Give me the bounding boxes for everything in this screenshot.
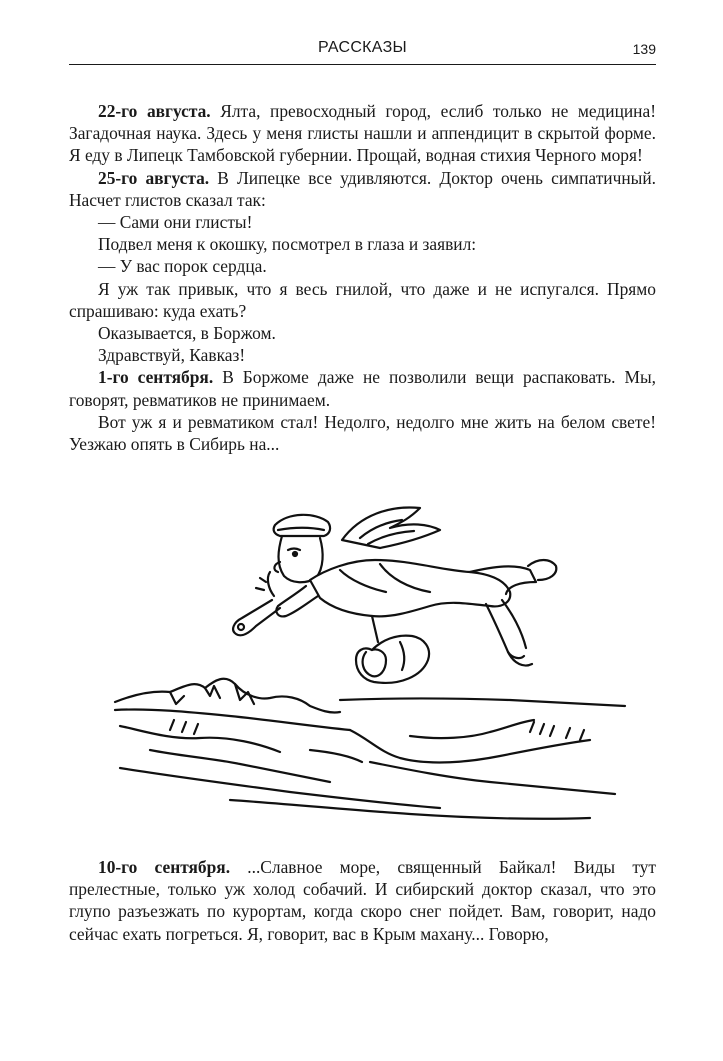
entry-date: 25-го августа. — [98, 167, 210, 188]
paragraph: Я уж так привык, что я весь гнилой, что даже и не испугался. Прямо спрашиваю: куда ехать? — [69, 278, 656, 321]
page-number: 139 — [632, 41, 656, 57]
paragraph — [69, 167, 656, 211]
paragraph — [69, 100, 656, 167]
dialogue-line: — У вас порок сердца. — [98, 256, 267, 277]
body-text-bottom — [69, 856, 656, 945]
dialogue-line: — Сами они глисты! — [98, 212, 253, 233]
entry-date: 22-го августа. — [98, 101, 211, 121]
paragraph — [69, 856, 656, 945]
entry-text: В Боржоме даже не позволили вещи распаковать. Мы, говорят, ревматиков не принимаем. — [69, 367, 657, 410]
entry-date: 10-го сентября. — [98, 857, 231, 877]
running-title: РАССКАЗЫ — [317, 39, 408, 56]
paragraph: Оказывается, в Боржом. — [98, 323, 276, 344]
paragraph: Подвел меня к окошку, посмотрел в глаза и заявил: — [98, 234, 477, 255]
flying-man-over-lake-icon — [110, 500, 630, 830]
body-text-top — [69, 100, 656, 455]
running-header — [69, 36, 656, 65]
entry-text: ...Славное море, священный Байкал! Виды тут прелестные, только уж холод собачий. И сибирский доктор сказал, что это глупо разъезжать по курортам, когда скоро снег пойдет. Вам, говорит, надо сейчас ехать погреться. Я, говорит, вас в Крым махану... Говорю, — [69, 857, 656, 944]
paragraph: Вот уж я и ревматиком стал! Недолго, недолго мне жить на белом свете! Уезжаю опять в Сибирь на... — [69, 411, 656, 455]
entry-text: Ялта, превосходный город, еслиб только не медицина! Загадочная наука. Здесь у меня глисты нашли и аппендицит в скрытой форме. Я еду в Липецк Тамбовской губернии. Прощай, водная стихия Черного моря! — [69, 101, 656, 166]
entry-date: 1-го сентября. — [98, 367, 214, 388]
paragraph — [69, 366, 656, 410]
flying-man-illustration — [110, 500, 630, 830]
entry-text: В Липецке все удивляются. Доктор очень симпатичный. Насчет глистов сказал так: — [69, 167, 657, 210]
paragraph: Здравствуй, Кавказ! — [98, 345, 246, 366]
